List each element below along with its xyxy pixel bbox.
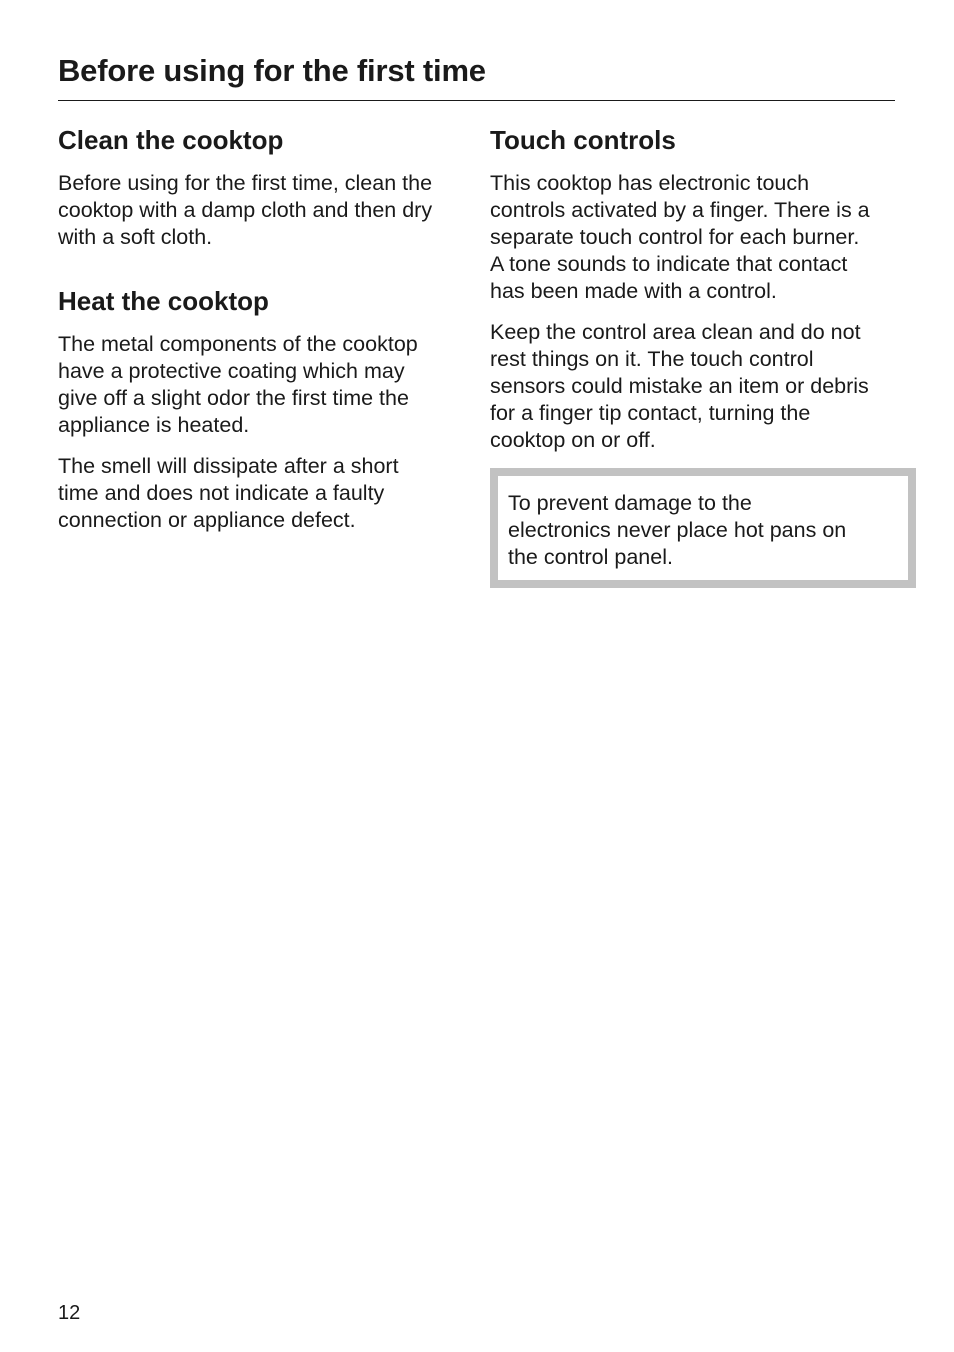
right-column [490,122,900,588]
touch-controls-paragraph-1: This cooktop has electronic touch controls activated by a finger. There is a separate touch control for each burner. A tone sounds to indicate that contact has been made with a control. [490,171,870,303]
warning-note-box: To prevent damage to the electronics never place hot pans on the control panel. [490,468,916,588]
heat-cooktop-section [58,283,470,534]
clean-cooktop-heading: Clean the cooktop [58,125,284,155]
touch-controls-section [490,122,900,588]
title-divider [58,100,895,101]
page-number: 12 [58,1302,81,1324]
clean-cooktop-section [58,122,470,251]
clean-cooktop-paragraph: Before using for the first time, clean the cooktop with a damp cloth and then dry with a soft cloth. [58,171,433,249]
touch-controls-heading: Touch controls [490,125,676,155]
page-title: Before using for the first time [58,53,486,88]
heat-cooktop-paragraph-1: The metal components of the cooktop have a protective coating which may give off a slight odor the first time the appliance is heated. [58,332,418,437]
left-column [58,122,470,548]
heat-cooktop-heading: Heat the cooktop [58,286,269,316]
touch-controls-paragraph-2: Keep the control area clean and do not rest things on it. The touch control sensors could mistake an item or debris for a finger tip contact, turning the cooktop on or off. [490,320,869,452]
heat-cooktop-paragraph-2: The smell will dissipate after a short time and does not indicate a faulty connection or appliance defect. [58,454,399,532]
